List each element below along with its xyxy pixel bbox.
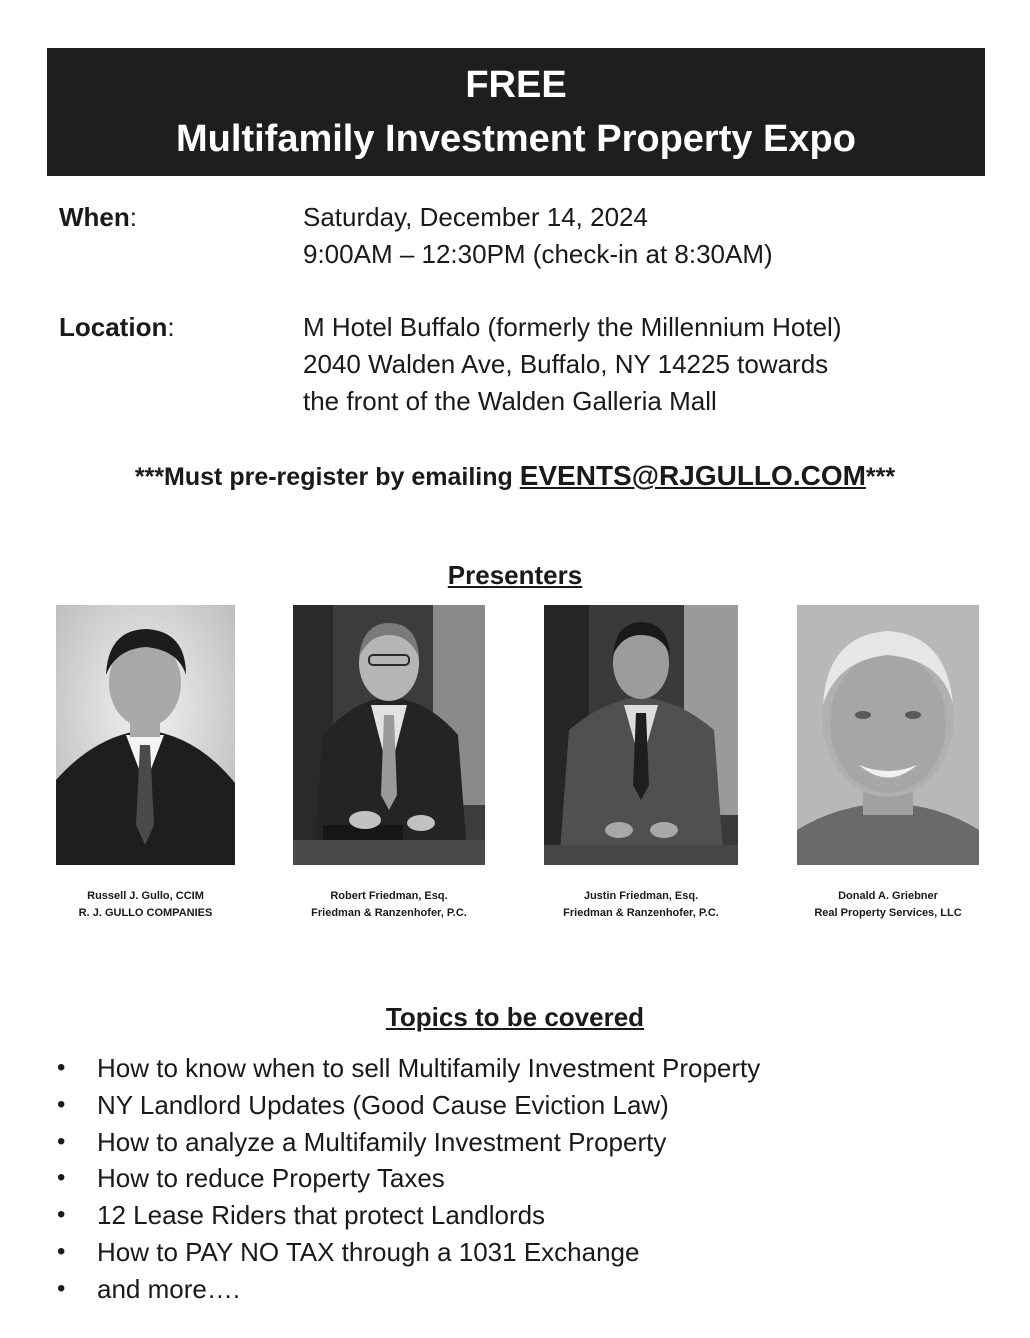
portrait-image	[293, 605, 485, 865]
location-label: Location:	[59, 312, 175, 342]
topics-list	[55, 1050, 760, 1308]
location-directions: the front of the Walden Galleria Mall	[303, 386, 717, 416]
presenter-caption-4	[778, 888, 998, 922]
when-time: 9:00AM – 12:30PM (check-in at 8:30AM)	[303, 239, 773, 269]
banner-free-text: FREE	[465, 64, 567, 106]
presenter-name: Justin Friedman, Esq.	[583, 890, 699, 902]
presenters-title: Presenters	[447, 560, 583, 590]
presenter-name: Russell J. Gullo, CCIM	[87, 890, 204, 902]
list-item: • How to analyze a Multifamily Investment Property	[55, 1124, 760, 1161]
list-item: • How to reduce Property Taxes	[55, 1160, 760, 1197]
bullet-icon: •	[57, 1274, 66, 1302]
presenter-photo-4	[797, 605, 979, 865]
presenter-caption-3	[531, 888, 751, 922]
presenter-caption-2	[279, 888, 499, 922]
presenter-photo-2	[293, 605, 485, 865]
register-email-link[interactable]: EVENTS@RJGULLO.COM	[519, 460, 866, 491]
presenter-company: Real Property Services, LLC	[814, 907, 962, 919]
presenter-name: Donald A. Griebner	[838, 890, 938, 902]
presenter-caption-1	[36, 888, 255, 922]
title-banner	[47, 48, 985, 176]
presenter-company: R. J. GULLO COMPANIES	[78, 907, 213, 919]
bullet-icon: •	[57, 1237, 66, 1265]
presenter-photo-1	[56, 605, 235, 865]
list-item: • and more….	[55, 1271, 760, 1308]
bullet-icon: •	[57, 1090, 66, 1118]
register-prefix: ***Must pre-register by emailing	[134, 463, 520, 491]
bullet-icon: •	[57, 1127, 66, 1155]
register-suffix: ***	[865, 463, 896, 491]
banner-title-text: Multifamily Investment Property Expo	[176, 118, 856, 160]
bullet-icon: •	[57, 1201, 66, 1229]
location-venue: M Hotel Buffalo (formerly the Millennium Hotel)	[303, 312, 842, 342]
list-item: • 12 Lease Riders that protect Landlords	[55, 1197, 760, 1234]
bullet-icon: •	[57, 1164, 66, 1192]
portrait-image	[544, 605, 738, 865]
register-notice	[0, 460, 1030, 492]
presenter-company: Friedman & Ranzenhofer, P.C.	[311, 907, 467, 919]
presenter-name: Robert Friedman, Esq.	[330, 890, 448, 902]
location-address: 2040 Walden Ave, Buffalo, NY 14225 towards	[303, 349, 829, 379]
topics-title: Topics to be covered	[385, 1002, 645, 1032]
portrait-image	[797, 605, 979, 865]
when-label: When:	[59, 202, 137, 232]
when-date: Saturday, December 14, 2024	[303, 202, 648, 232]
list-item: • How to know when to sell Multifamily Investment Property	[55, 1050, 760, 1087]
bullet-icon: •	[57, 1054, 66, 1081]
presenter-photo-3	[544, 605, 738, 865]
list-item: • NY Landlord Updates (Good Cause Eviction Law)	[55, 1087, 760, 1124]
portrait-image	[56, 605, 235, 865]
list-item: • How to PAY NO TAX through a 1031 Exchange	[55, 1234, 760, 1271]
presenter-company: Friedman & Ranzenhofer, P.C.	[563, 907, 719, 919]
